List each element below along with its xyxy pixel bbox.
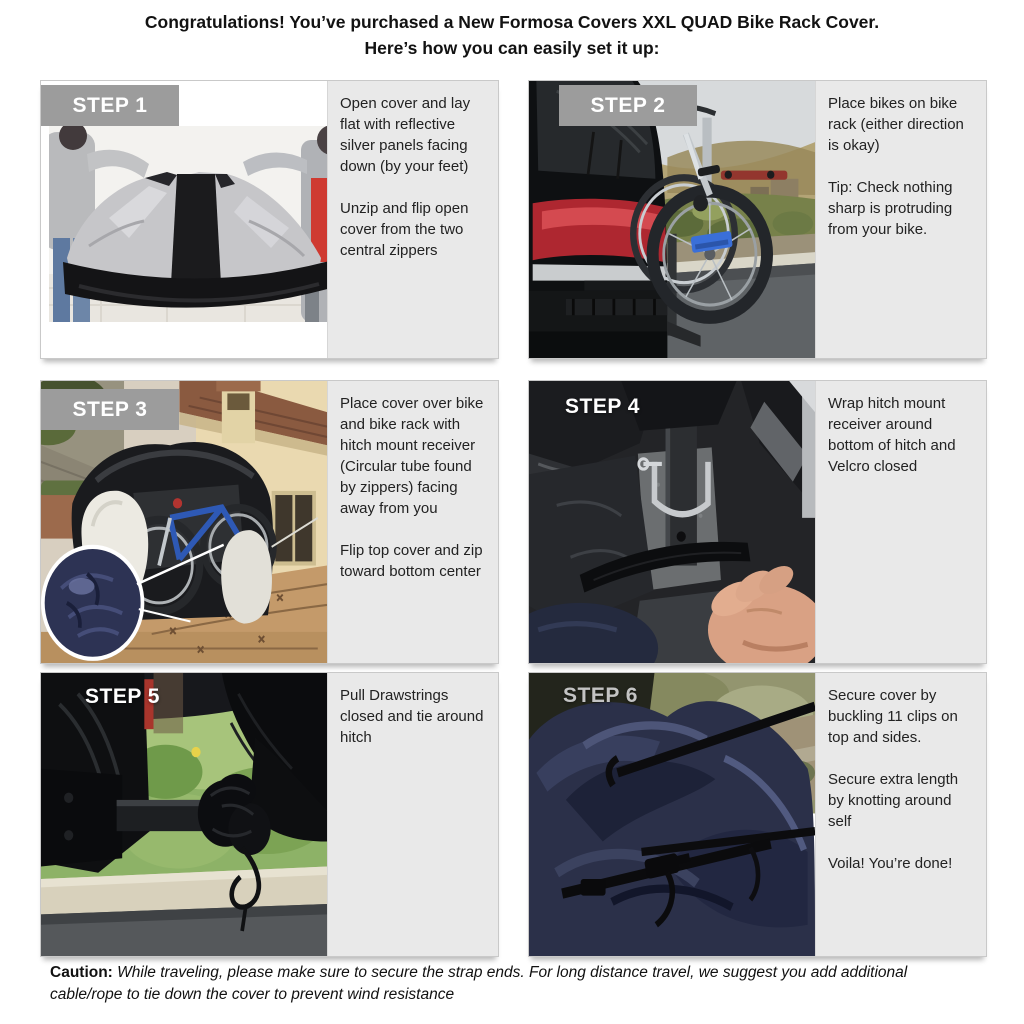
step-5-photo-illustration — [41, 673, 327, 956]
caution-label: Caution: — [50, 964, 113, 981]
instruction-paragraph: Flip top cover and zip toward bottom center — [340, 542, 483, 580]
step-6-card — [528, 672, 987, 957]
instruction-paragraph: Tip: Check nothing sharp is protruding from your bike. — [828, 179, 953, 238]
step-4-label: STEP 4 — [565, 395, 640, 418]
step-3-instructions — [327, 381, 498, 663]
title-line-1: Congratulations! You’ve purchased a New Formosa Covers XXL QUAD Bike Rack Cover. — [144, 12, 880, 32]
step-3-label: STEP 3 — [41, 389, 179, 430]
caution-note — [50, 962, 955, 1006]
step-2-photo — [529, 81, 815, 358]
step-4-photo-illustration — [529, 381, 815, 663]
instruction-paragraph: Secure cover by buckling 11 clips on top and sides. — [828, 687, 958, 746]
step-6-photo-illustration — [529, 673, 815, 956]
step-3-photo — [41, 381, 327, 663]
step-1-instructions — [327, 81, 498, 358]
step-5-card — [40, 672, 499, 957]
instruction-paragraph: Voila! You’re done! — [828, 855, 953, 872]
step-1-photo-illustration — [49, 126, 327, 322]
instruction-paragraph: Open cover and lay flat with reflective silver panels facing down (by your feet) — [340, 95, 471, 175]
step-5-instructions — [327, 673, 498, 956]
step-5-label: STEP 5 — [85, 685, 160, 708]
instruction-paragraph: Secure extra length by knotting around self — [828, 771, 959, 830]
step-6-instructions — [815, 673, 986, 956]
step-6-label: STEP 6 — [563, 684, 638, 707]
instruction-paragraph: Place bikes on bike rack (either direction is okay) — [828, 95, 964, 154]
step-2-instructions — [815, 81, 986, 358]
page-title — [0, 9, 1024, 61]
step-1-label: STEP 1 — [41, 85, 179, 126]
step-6-photo — [529, 673, 815, 956]
step-5-photo — [41, 673, 327, 956]
step-4-card — [528, 380, 987, 664]
step-4-photo — [529, 381, 815, 663]
instruction-paragraph: Place cover over bike and bike rack with hitch mount receiver (Circular tube found by zippers) facing away from you — [340, 395, 484, 517]
instruction-paragraph: Pull Drawstrings closed and tie around hitch — [340, 687, 484, 746]
step-4-instructions — [815, 381, 986, 663]
title-line-2: Here’s how you can easily set it up: — [364, 38, 660, 58]
step-2-card — [528, 80, 987, 359]
caution-text: While traveling, please make sure to secure the strap ends. For long distance travel, we suggest you add additional cable/rope to tie down the cover to prevent wind resistance — [50, 964, 908, 1003]
instruction-paragraph: Wrap hitch mount receiver around bottom of hitch and Velcro closed — [828, 395, 956, 475]
steps-grid — [40, 80, 985, 956]
step-2-label: STEP 2 — [559, 85, 697, 126]
step-1-photo — [41, 81, 327, 358]
step-1-card — [40, 80, 499, 359]
instruction-paragraph: Unzip and flip open cover from the two central zippers — [340, 200, 469, 259]
step-3-card — [40, 380, 499, 664]
